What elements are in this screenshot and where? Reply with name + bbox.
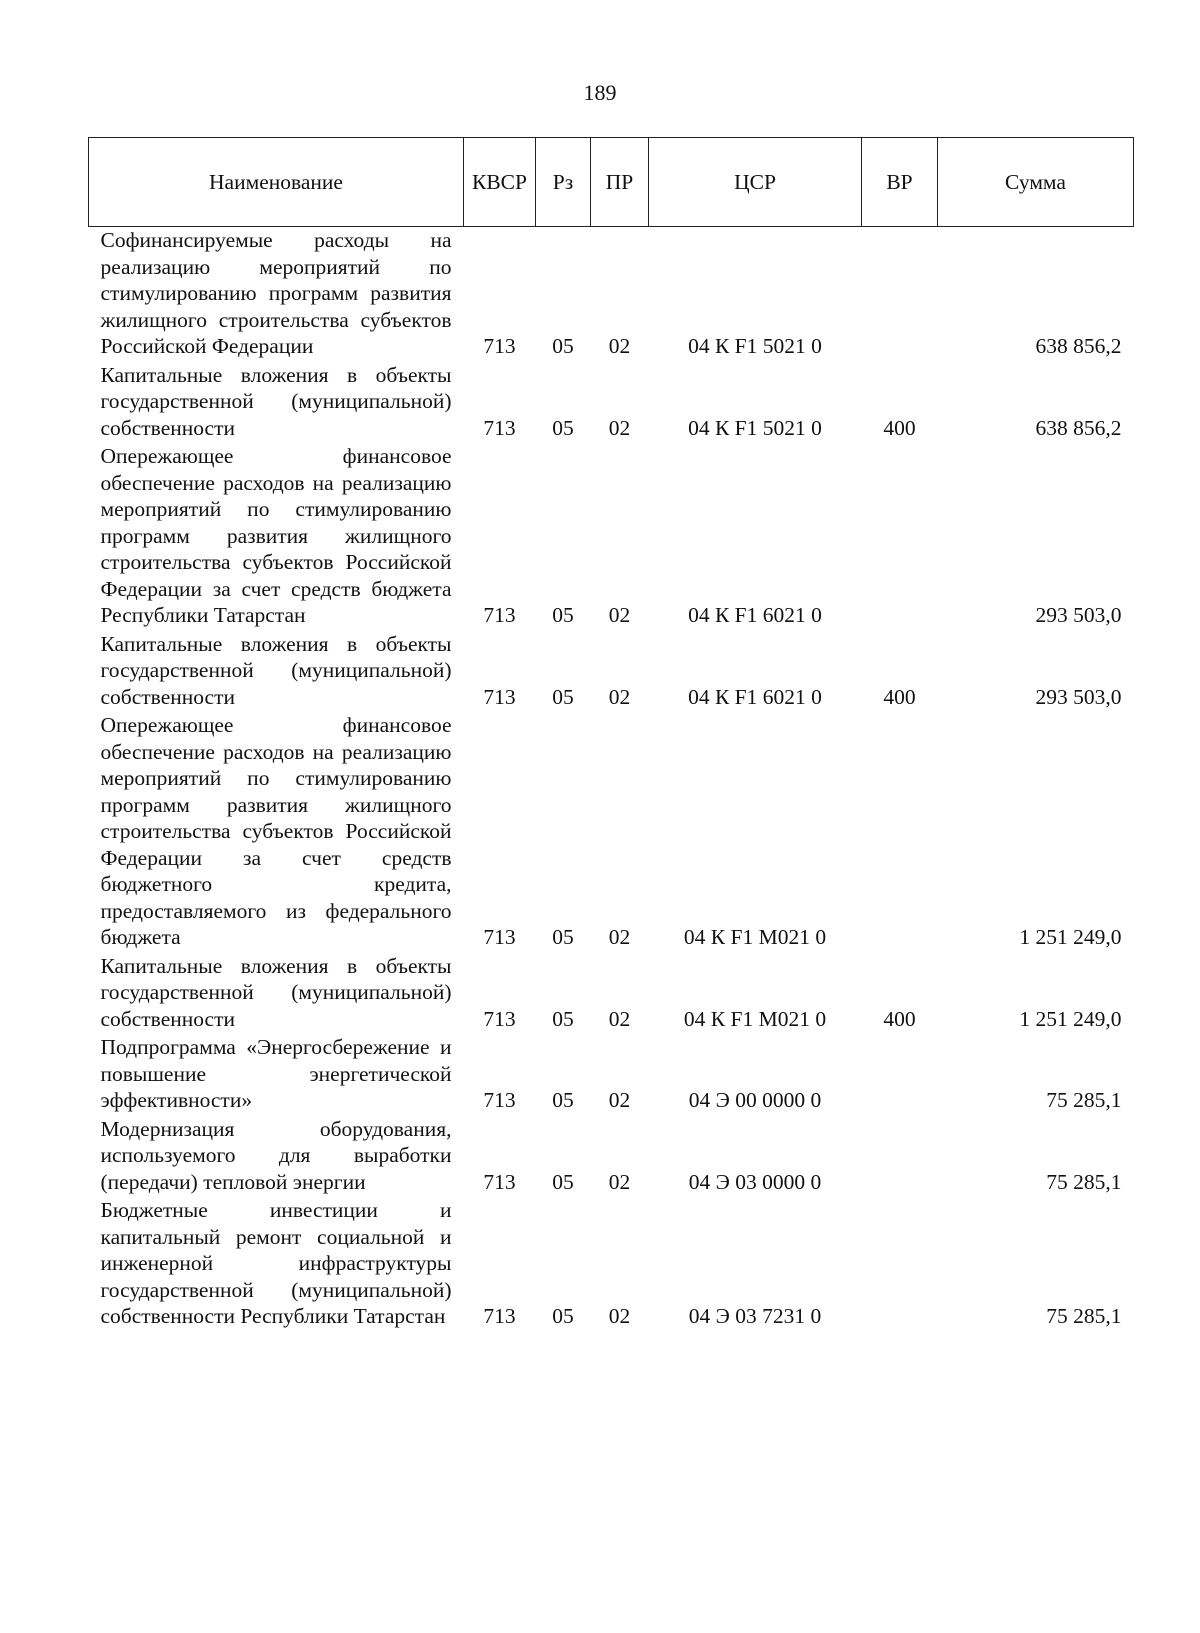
row-rz: 05	[552, 415, 574, 440]
row-csr: 04 К F1 6021 0	[688, 603, 822, 627]
row-name: Бюджетные инвестиции и капитальный ремонт социальной и инженерной инфраструктуры государственной (муниципальной) собственности Республики Татарстан	[100, 1198, 452, 1328]
row-pr: 02	[608, 1169, 631, 1194]
row-vr	[862, 1034, 938, 1116]
row-vr	[862, 712, 938, 953]
row-vr	[862, 227, 938, 362]
row-csr: 04 Э 03 0000 0	[688, 1169, 822, 1194]
row-name: Капитальные вложения в объекты государственной (муниципальной) собственности	[100, 953, 452, 1031]
row-csr: 04 К F1 М021 0	[683, 1006, 827, 1031]
header-sum: Сумма	[938, 138, 1134, 227]
table-row	[89, 362, 1134, 444]
row-vr: 400	[883, 1006, 916, 1031]
row-name: Капитальные вложения в объекты государственной (муниципальной) собственности	[100, 362, 452, 440]
table-row	[89, 1197, 1134, 1332]
row-csr: 04 К F1 5021 0	[688, 334, 822, 358]
row-name: Подпрограмма «Энергосбережение и повышение энергетической эффективности»	[100, 1035, 452, 1112]
row-pr: 02	[608, 603, 631, 627]
row-rz: 05	[552, 1169, 574, 1194]
row-rz: 05	[552, 1088, 574, 1112]
row-rz: 05	[552, 925, 574, 949]
row-sum: 638 856,2	[1035, 334, 1122, 358]
row-rz: 05	[552, 334, 574, 358]
table-row	[89, 953, 1134, 1035]
header-pr: ПР	[591, 138, 649, 227]
table-row	[89, 1116, 1134, 1198]
row-pr: 02	[608, 684, 631, 709]
row-sum: 1 251 249,0	[1019, 925, 1122, 949]
budget-table	[88, 137, 1134, 1332]
row-vr: 400	[883, 684, 916, 709]
table-row	[89, 443, 1134, 631]
row-kvsr: 713	[483, 1006, 516, 1031]
row-pr: 02	[608, 334, 631, 358]
row-sum: 75 285,1	[1046, 1169, 1122, 1194]
row-kvsr: 713	[483, 925, 516, 949]
header-csr: ЦСР	[649, 138, 862, 227]
row-csr: 04 К F1 6021 0	[688, 684, 822, 709]
row-name: Опережающее финансовое обеспечение расходов на реализацию мероприятий по стимулированию программ развития жилищного строительства субъектов Российской Федерации за счет средств бюджета Республики Татарстан	[100, 444, 452, 627]
table-row	[89, 631, 1134, 713]
row-name: Модернизация оборудования, используемого для выработки (передачи) тепловой энергии	[100, 1116, 452, 1194]
row-kvsr: 713	[483, 415, 516, 440]
row-csr: 04 Э 00 0000 0	[688, 1088, 822, 1112]
row-name: Капитальные вложения в объекты государственной (муниципальной) собственности	[100, 631, 452, 709]
row-csr: 04 Э 03 7231 0	[688, 1304, 822, 1328]
row-vr	[862, 443, 938, 631]
header-name: Наименование	[89, 138, 464, 227]
row-name: Софинансируемые расходы на реализацию мероприятий по стимулированию программ развития жилищного строительства субъектов Российской Федерации	[100, 228, 452, 358]
row-kvsr: 713	[483, 603, 516, 627]
row-rz: 05	[552, 684, 574, 709]
row-csr: 04 К F1 5021 0	[688, 415, 822, 440]
row-rz: 05	[552, 1006, 574, 1031]
row-pr: 02	[608, 1088, 631, 1112]
row-vr	[862, 1197, 938, 1332]
row-csr: 04 К F1 М021 0	[683, 925, 827, 949]
table-row	[89, 1034, 1134, 1116]
row-kvsr: 713	[483, 1169, 516, 1194]
header-kvsr: КВСР	[464, 138, 536, 227]
row-kvsr: 713	[483, 1304, 516, 1328]
row-sum: 293 503,0	[1035, 684, 1122, 709]
row-pr: 02	[608, 415, 631, 440]
row-rz: 05	[552, 603, 574, 627]
row-vr	[862, 1116, 938, 1198]
row-kvsr: 713	[483, 1088, 516, 1112]
table-row	[89, 227, 1134, 362]
row-kvsr: 713	[483, 684, 516, 709]
row-sum: 293 503,0	[1035, 603, 1122, 627]
row-pr: 02	[608, 925, 631, 949]
row-vr: 400	[883, 415, 916, 440]
row-pr: 02	[608, 1006, 631, 1031]
row-name: Опережающее финансовое обеспечение расходов на реализацию мероприятий по стимулированию программ развития жилищного строительства субъектов Российской Федерации за счет средств бюджетного кредита, предоставляемого из федерального бюджета	[100, 713, 452, 949]
header-rz: Рз	[536, 138, 591, 227]
row-rz: 05	[552, 1304, 574, 1328]
row-sum: 75 285,1	[1046, 1088, 1122, 1112]
table-row	[89, 712, 1134, 953]
row-sum: 1 251 249,0	[1019, 1006, 1122, 1031]
table-header-row	[89, 138, 1134, 227]
header-vr: ВР	[862, 138, 938, 227]
row-kvsr: 713	[483, 334, 516, 358]
page-number: 189	[583, 80, 617, 105]
row-sum: 75 285,1	[1046, 1304, 1122, 1328]
row-sum: 638 856,2	[1035, 415, 1122, 440]
row-pr: 02	[608, 1304, 631, 1328]
